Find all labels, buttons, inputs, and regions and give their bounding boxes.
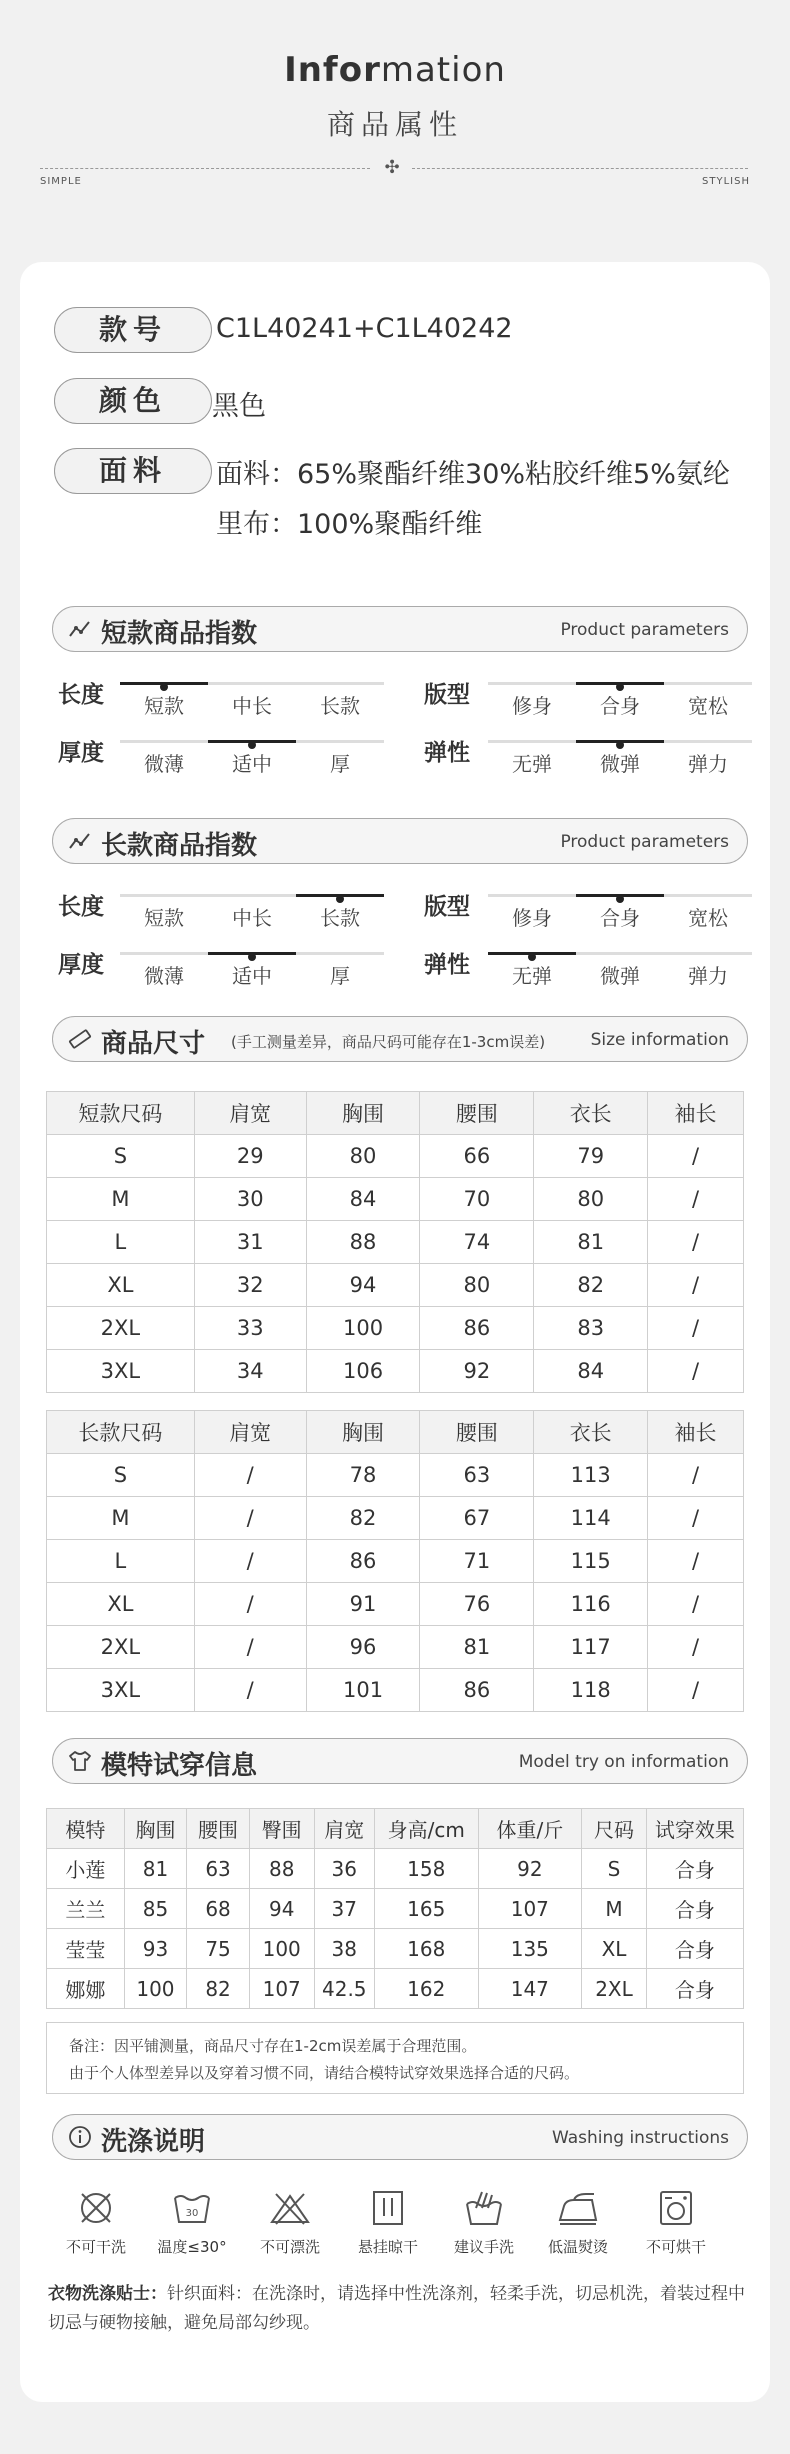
info-circle-icon	[67, 2124, 93, 2150]
table-cell: 116	[534, 1583, 648, 1626]
cross-ornament-icon: ✣	[384, 157, 400, 178]
table-cell: L	[47, 1540, 195, 1583]
wash-item-temp	[144, 2186, 240, 2257]
table-cell: 88	[306, 1221, 420, 1264]
table-header-cell: 模特	[47, 1809, 125, 1849]
title-en-bold: Infor	[284, 50, 381, 90]
ruler-icon	[67, 1026, 93, 1052]
table-cell: 36	[314, 1849, 374, 1889]
table-cell: 117	[534, 1626, 648, 1669]
table-cell: 38	[314, 1929, 374, 1969]
short-params-en: Product parameters	[560, 620, 729, 640]
wash-label: 低温熨烫	[547, 2238, 608, 2256]
table-cell: 84	[534, 1350, 648, 1393]
shirt-icon	[67, 1748, 93, 1774]
short_params-thickness-option: 微薄	[144, 752, 184, 776]
table-header-cell: 袖长	[648, 1411, 744, 1454]
table-row	[47, 1849, 744, 1889]
table-row	[47, 1307, 744, 1350]
long_params-elasticity-option: 弹力	[688, 964, 728, 988]
table-row	[47, 1178, 744, 1221]
table-cell: 79	[534, 1135, 648, 1178]
table-cell: /	[648, 1540, 744, 1583]
table-cell: 兰兰	[47, 1889, 125, 1929]
wash-item-no-tumble-dry	[628, 2186, 724, 2257]
wash-tip-text: 针织面料：在洗涤时，请选择中性洗涤剂，轻柔手洗，切忌机洗，着装过程中切忌与硬物接触，避免局部勾纱现。	[48, 2284, 745, 2333]
model-note-line1: 备注：因平铺测量，商品尺寸存在1-2cm误差属于合理范围。	[69, 2037, 477, 2055]
table-cell: 合身	[646, 1929, 743, 1969]
short-size-table	[46, 1091, 744, 1393]
short-params-header	[52, 606, 748, 652]
table-cell: 37	[314, 1889, 374, 1929]
hang-dry-icon	[366, 2186, 410, 2230]
table-cell: 158	[374, 1849, 478, 1889]
table-row	[47, 1135, 744, 1178]
table-cell: 莹莹	[47, 1929, 125, 1969]
short-params-title: 短款商品指数	[101, 619, 258, 649]
wash-item-low-iron	[530, 2186, 626, 2257]
long-size-table	[46, 1410, 744, 1712]
table-cell: 81	[420, 1626, 534, 1669]
table-cell: 115	[534, 1540, 648, 1583]
table-cell: 合身	[646, 1889, 743, 1929]
table-header-cell: 身高/cm	[374, 1809, 478, 1849]
table-cell: S	[47, 1135, 195, 1178]
table-cell: 86	[420, 1307, 534, 1350]
no-wash-icon	[74, 2186, 118, 2230]
table-cell: 42.5	[314, 1969, 374, 2009]
long_params-thickness-label: 厚度	[58, 952, 104, 978]
table-header-cell: 体重/斤	[478, 1809, 582, 1849]
table-header-cell: 胸围	[124, 1809, 187, 1849]
table-cell: 86	[420, 1669, 534, 1712]
color-value: 黑色	[212, 391, 266, 422]
table-cell: 82	[534, 1264, 648, 1307]
title-en-light: mation	[380, 50, 506, 90]
wash-section-header	[52, 2114, 748, 2160]
table-cell: 娜娜	[47, 1969, 125, 2009]
table-cell: /	[648, 1264, 744, 1307]
table-cell: 107	[478, 1889, 582, 1929]
table-cell: 92	[478, 1849, 582, 1889]
short_params-length-option: 短款	[144, 694, 184, 718]
table-cell: M	[47, 1178, 195, 1221]
size-section-header	[52, 1016, 748, 1062]
wash-tip-label: 衣物洗涤贴士：	[48, 2284, 167, 2304]
table-cell: 2XL	[47, 1626, 195, 1669]
wash-item-hang-dry	[340, 2186, 436, 2257]
table-cell: 91	[306, 1583, 420, 1626]
table-cell: 33	[194, 1307, 306, 1350]
fabric-label-pill: 面料	[54, 448, 212, 494]
short_params-fit-option: 修身	[512, 694, 552, 718]
table-cell: 80	[534, 1178, 648, 1221]
table-cell: 合身	[646, 1849, 743, 1889]
table-cell: /	[194, 1497, 306, 1540]
wash-label: 温度≤30°	[157, 2238, 227, 2256]
short_params-length-option: 中长	[232, 694, 272, 718]
long_params-thickness-option: 适中	[232, 964, 272, 988]
lining-value: 里布：100%聚酯纤维	[216, 509, 483, 540]
table-header-cell: 腰围	[187, 1809, 250, 1849]
no-tumble-dry-icon	[654, 2186, 698, 2230]
table-cell: 83	[534, 1307, 648, 1350]
short_params-thickness-option: 适中	[232, 752, 272, 776]
table-row	[47, 1497, 744, 1540]
table-cell: S	[582, 1849, 647, 1889]
table-cell: 74	[420, 1221, 534, 1264]
table-cell: 92	[420, 1350, 534, 1393]
long_params-length-label: 长度	[58, 894, 104, 920]
table-cell: 82	[306, 1497, 420, 1540]
table-cell: 29	[194, 1135, 306, 1178]
short_params-fit-label: 版型	[424, 682, 470, 708]
table-cell: XL	[582, 1929, 647, 1969]
table-cell: /	[648, 1626, 744, 1669]
table-cell: 165	[374, 1889, 478, 1929]
short_params-elasticity-option: 无弹	[512, 752, 552, 776]
long_params-thickness-option: 微薄	[144, 964, 184, 988]
short_params-fit-option: 合身	[600, 694, 640, 718]
table-cell: 63	[187, 1849, 250, 1889]
table-header-cell: 袖长	[648, 1092, 744, 1135]
table-cell: 3XL	[47, 1669, 195, 1712]
table-cell: M	[582, 1889, 647, 1929]
table-cell: /	[648, 1454, 744, 1497]
table-cell: S	[47, 1454, 195, 1497]
table-cell: 小莲	[47, 1849, 125, 1889]
table-header-row	[47, 1809, 744, 1849]
short_params-elasticity-option: 微弹	[600, 752, 640, 776]
wash-30-icon	[170, 2186, 214, 2230]
table-cell: /	[648, 1178, 744, 1221]
table-row	[47, 1454, 744, 1497]
style-label-pill: 款号	[54, 307, 212, 353]
trend-icon	[67, 828, 93, 854]
long_params-length-option: 长款	[320, 906, 360, 930]
table-cell: 71	[420, 1540, 534, 1583]
table-header-cell: 肩宽	[194, 1092, 306, 1135]
table-row	[47, 1264, 744, 1307]
table-cell: /	[648, 1669, 744, 1712]
table-cell: 34	[194, 1350, 306, 1393]
table-cell: 135	[478, 1929, 582, 1969]
table-cell: 107	[249, 1969, 314, 2009]
table-cell: 31	[194, 1221, 306, 1264]
table-cell: /	[194, 1583, 306, 1626]
long_params-fit-option: 修身	[512, 906, 552, 930]
table-cell: 2XL	[47, 1307, 195, 1350]
long_params-length-option: 中长	[232, 906, 272, 930]
short_params-thickness-option: 厚	[330, 752, 350, 776]
table-header-cell: 腰围	[420, 1092, 534, 1135]
tag-simple: SIMPLE	[40, 176, 82, 187]
table-header-cell: 胸围	[306, 1411, 420, 1454]
short_params-elasticity-label: 弹性	[424, 740, 470, 766]
wash-label: 建议手洗	[453, 2238, 514, 2256]
table-cell: /	[194, 1454, 306, 1497]
table-header-cell: 肩宽	[194, 1411, 306, 1454]
table-cell: 114	[534, 1497, 648, 1540]
table-header-cell: 衣长	[534, 1092, 648, 1135]
wash-temp-value: 30	[185, 2208, 199, 2219]
table-cell: /	[648, 1307, 744, 1350]
wash-section-en: Washing instructions	[551, 2128, 729, 2148]
table-header-cell: 试穿效果	[646, 1809, 743, 1849]
table-header-cell: 腰围	[420, 1411, 534, 1454]
table-cell: 81	[534, 1221, 648, 1264]
table-cell: L	[47, 1221, 195, 1264]
table-cell: 合身	[646, 1969, 743, 2009]
wash-item-no-bleach	[242, 2186, 338, 2257]
model-note-line2: 由于个人体型差异以及穿着习惯不同，请结合模特试穿效果选择合适的尺码。	[69, 2064, 580, 2082]
long_params-length-option: 短款	[144, 906, 184, 930]
tag-stylish: STYLISH	[702, 176, 750, 187]
table-cell: 30	[194, 1178, 306, 1221]
table-cell: 100	[124, 1969, 187, 2009]
table-header-cell: 肩宽	[314, 1809, 374, 1849]
table-cell: 67	[420, 1497, 534, 1540]
long_params-elasticity-option: 无弹	[512, 964, 552, 988]
long_params-thickness-option: 厚	[330, 964, 350, 988]
header-divider-right	[412, 168, 748, 169]
size-section-title: 商品尺寸	[101, 1029, 206, 1059]
wash-item-hand-wash	[436, 2186, 532, 2257]
short_params-fit-option: 宽松	[688, 694, 728, 718]
table-cell: 85	[124, 1889, 187, 1929]
short_params-elasticity-option: 弹力	[688, 752, 728, 776]
table-cell: 75	[187, 1929, 250, 1969]
table-cell: 63	[420, 1454, 534, 1497]
short_params-length-label: 长度	[58, 682, 104, 708]
table-cell: /	[648, 1135, 744, 1178]
wash-label: 不可漂洗	[259, 2238, 320, 2256]
table-cell: 94	[249, 1889, 314, 1929]
table-header-cell: 衣长	[534, 1411, 648, 1454]
table-cell: /	[648, 1221, 744, 1264]
title-en	[0, 50, 790, 90]
table-cell: /	[648, 1497, 744, 1540]
long-params-header	[52, 818, 748, 864]
table-cell: 84	[306, 1178, 420, 1221]
model-section-header	[52, 1738, 748, 1784]
model-section-en: Model try on information	[518, 1752, 729, 1772]
table-cell: XL	[47, 1264, 195, 1307]
table-cell: 100	[306, 1307, 420, 1350]
table-row	[47, 1350, 744, 1393]
table-header-row	[47, 1411, 744, 1454]
table-row	[47, 1583, 744, 1626]
size-section-en: Size information	[590, 1030, 729, 1050]
table-header-cell: 长款尺码	[47, 1411, 195, 1454]
page-header	[0, 0, 790, 240]
table-cell: 94	[306, 1264, 420, 1307]
short_params-length-option: 长款	[320, 694, 360, 718]
table-header-cell: 臀围	[249, 1809, 314, 1849]
long_params-fit-label: 版型	[424, 894, 470, 920]
table-row	[47, 1929, 744, 1969]
model-section-title: 模特试穿信息	[101, 1751, 258, 1781]
table-cell: 168	[374, 1929, 478, 1969]
table-cell: 2XL	[582, 1969, 647, 2009]
low-iron-icon	[556, 2186, 600, 2230]
table-row	[47, 1221, 744, 1264]
table-cell: /	[194, 1626, 306, 1669]
hand-wash-icon	[462, 2186, 506, 2230]
fabric-value: 面料：65%聚酯纤维30%粘胶纤维5%氨纶	[216, 459, 730, 490]
trend-icon	[67, 616, 93, 642]
table-cell: 70	[420, 1178, 534, 1221]
title-cn: 商品属性	[326, 108, 463, 141]
wash-item-no-dry-clean	[48, 2186, 144, 2257]
table-cell: 81	[124, 1849, 187, 1889]
table-cell: 80	[306, 1135, 420, 1178]
table-cell: 80	[420, 1264, 534, 1307]
table-cell: 68	[187, 1889, 250, 1929]
table-cell: 88	[249, 1849, 314, 1889]
table-cell: 3XL	[47, 1350, 195, 1393]
table-cell: 96	[306, 1626, 420, 1669]
wash-label: 悬挂晾干	[357, 2238, 418, 2256]
table-cell: 86	[306, 1540, 420, 1583]
table-cell: 76	[420, 1583, 534, 1626]
table-cell: 147	[478, 1969, 582, 2009]
style-number-value: C1L40241+C1L40242	[216, 313, 513, 344]
table-cell: 101	[306, 1669, 420, 1712]
table-header-row	[47, 1092, 744, 1135]
table-cell: M	[47, 1497, 195, 1540]
table-row	[47, 1889, 744, 1929]
long-params-en: Product parameters	[560, 832, 729, 852]
wash-section-title: 洗涤说明	[101, 2127, 206, 2157]
short_params-thickness-label: 厚度	[58, 740, 104, 766]
table-header-cell: 短款尺码	[47, 1092, 195, 1135]
table-row	[47, 1969, 744, 2009]
table-row	[47, 1669, 744, 1712]
table-cell: 82	[187, 1969, 250, 2009]
table-row	[47, 1540, 744, 1583]
table-cell: 113	[534, 1454, 648, 1497]
size-section-note: (手工测量差异，商品尺码可能存在1-3cm误差)	[231, 1033, 546, 1051]
no-bleach-icon	[268, 2186, 312, 2230]
table-cell: 106	[306, 1350, 420, 1393]
table-cell: /	[648, 1583, 744, 1626]
table-cell: 32	[194, 1264, 306, 1307]
model-table	[46, 1808, 744, 2009]
wash-tip	[48, 2280, 748, 2338]
table-cell: XL	[47, 1583, 195, 1626]
table-header-cell: 尺码	[582, 1809, 647, 1849]
table-cell: 78	[306, 1454, 420, 1497]
table-cell: 162	[374, 1969, 478, 2009]
model-note-box	[46, 2022, 744, 2094]
table-cell: 100	[249, 1929, 314, 1969]
header-divider-left	[40, 168, 370, 169]
long_params-elasticity-option: 微弹	[600, 964, 640, 988]
table-cell: 66	[420, 1135, 534, 1178]
table-cell: 118	[534, 1669, 648, 1712]
color-label-pill: 颜色	[54, 378, 212, 424]
table-header-cell: 胸围	[306, 1092, 420, 1135]
long_params-fit-option: 宽松	[688, 906, 728, 930]
table-row	[47, 1626, 744, 1669]
table-cell: /	[194, 1540, 306, 1583]
long_params-elasticity-label: 弹性	[424, 952, 470, 978]
long_params-fit-option: 合身	[600, 906, 640, 930]
wash-label: 不可干洗	[65, 2238, 126, 2256]
long-params-title: 长款商品指数	[101, 831, 258, 861]
table-cell: /	[648, 1350, 744, 1393]
wash-label: 不可烘干	[645, 2238, 706, 2256]
table-cell: /	[194, 1669, 306, 1712]
table-cell: 93	[124, 1929, 187, 1969]
